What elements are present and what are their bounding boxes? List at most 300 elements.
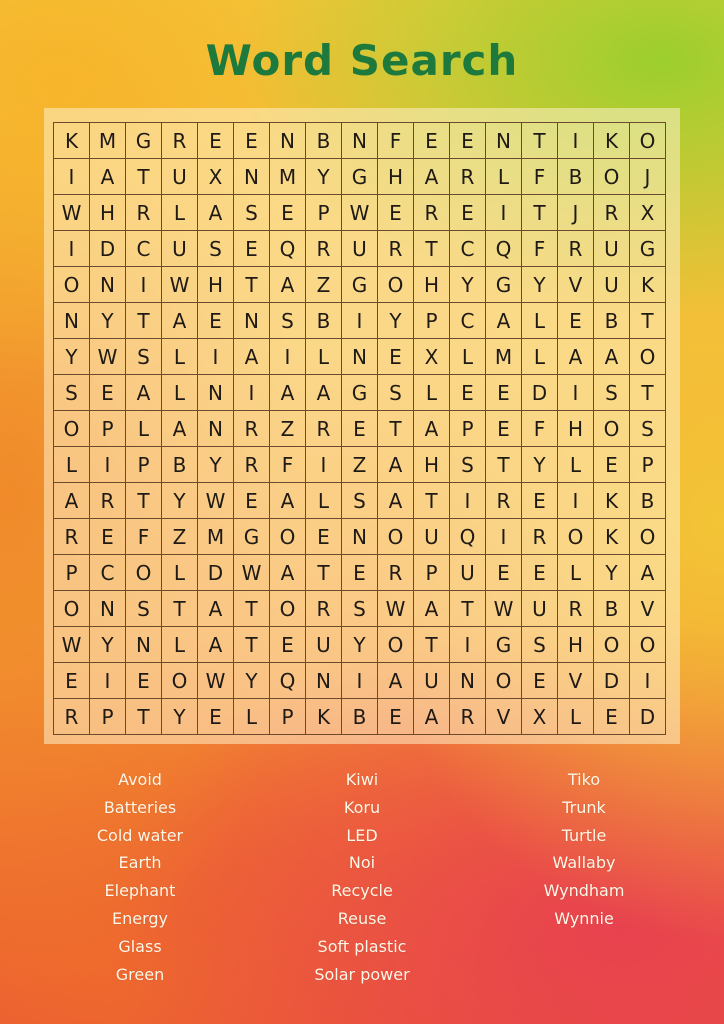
grid-cell[interactable]: S — [126, 591, 162, 627]
grid-cell[interactable]: G — [234, 519, 270, 555]
word-list-item: Noi — [348, 853, 376, 873]
grid-cell[interactable]: N — [342, 123, 378, 159]
grid-cell[interactable]: T — [450, 591, 486, 627]
grid-cell[interactable]: O — [378, 519, 414, 555]
grid-cell[interactable]: E — [522, 663, 558, 699]
grid-cell[interactable]: H — [414, 447, 450, 483]
grid-cell[interactable]: B — [306, 303, 342, 339]
grid-cell[interactable]: R — [450, 159, 486, 195]
grid-cell[interactable]: X — [414, 339, 450, 375]
grid-cell[interactable]: I — [198, 339, 234, 375]
grid-cell[interactable]: R — [594, 195, 630, 231]
grid-cell[interactable]: L — [558, 447, 594, 483]
grid-cell[interactable]: M — [198, 519, 234, 555]
grid-cell[interactable]: F — [522, 411, 558, 447]
grid-cell[interactable]: H — [558, 627, 594, 663]
grid-cell[interactable]: B — [306, 123, 342, 159]
grid-cell[interactable]: O — [630, 339, 666, 375]
word-list-item: Wyndham — [543, 881, 625, 901]
grid-cell[interactable]: L — [522, 339, 558, 375]
grid-cell[interactable]: I — [486, 519, 522, 555]
grid-cell[interactable]: E — [90, 375, 126, 411]
grid-cell[interactable]: N — [450, 663, 486, 699]
grid-cell[interactable]: A — [306, 375, 342, 411]
grid-cell[interactable]: S — [234, 195, 270, 231]
grid-cell[interactable]: R — [522, 519, 558, 555]
grid-cell[interactable]: R — [558, 231, 594, 267]
grid-cell[interactable]: R — [306, 231, 342, 267]
grid-cell[interactable]: B — [594, 591, 630, 627]
grid-cell[interactable]: O — [594, 627, 630, 663]
grid-cell[interactable]: W — [342, 195, 378, 231]
grid-cell[interactable]: E — [234, 123, 270, 159]
grid-cell[interactable]: E — [234, 231, 270, 267]
grid-cell[interactable]: A — [630, 555, 666, 591]
grid-cell[interactable]: E — [378, 339, 414, 375]
grid-cell[interactable]: O — [54, 591, 90, 627]
grid-cell[interactable]: E — [270, 195, 306, 231]
grid-cell[interactable]: I — [558, 483, 594, 519]
grid-cell[interactable]: E — [198, 123, 234, 159]
grid-cell[interactable]: S — [630, 411, 666, 447]
grid-cell[interactable]: R — [558, 591, 594, 627]
grid-cell[interactable]: T — [234, 267, 270, 303]
grid-cell[interactable]: N — [234, 303, 270, 339]
grid-cell[interactable]: U — [594, 231, 630, 267]
grid-cell[interactable]: P — [54, 555, 90, 591]
grid-cell[interactable]: H — [558, 411, 594, 447]
grid-cell[interactable]: A — [54, 483, 90, 519]
grid-cell[interactable]: W — [162, 267, 198, 303]
grid-cell[interactable]: T — [414, 627, 450, 663]
grid-cell[interactable]: F — [522, 231, 558, 267]
grid-cell[interactable]: S — [198, 231, 234, 267]
grid-cell[interactable]: M — [486, 339, 522, 375]
grid-cell[interactable]: P — [414, 303, 450, 339]
grid-cell[interactable]: S — [378, 375, 414, 411]
grid-cell[interactable]: T — [306, 555, 342, 591]
grid-cell[interactable]: R — [162, 123, 198, 159]
grid-cell[interactable]: L — [54, 447, 90, 483]
grid-cell[interactable]: A — [270, 483, 306, 519]
grid-cell[interactable]: L — [234, 699, 270, 735]
grid-cell[interactable]: N — [342, 519, 378, 555]
grid-cell[interactable]: P — [90, 411, 126, 447]
grid-cell[interactable]: C — [126, 231, 162, 267]
grid-cell[interactable]: X — [198, 159, 234, 195]
grid-cell[interactable]: Y — [90, 303, 126, 339]
grid-cell[interactable]: G — [342, 267, 378, 303]
grid-cell[interactable]: Z — [342, 447, 378, 483]
grid-cell[interactable]: T — [414, 231, 450, 267]
grid-cell[interactable]: N — [90, 267, 126, 303]
grid-cell[interactable]: P — [414, 555, 450, 591]
grid-cell[interactable]: K — [54, 123, 90, 159]
grid-cell[interactable]: A — [270, 267, 306, 303]
grid-cell[interactable]: P — [126, 447, 162, 483]
grid-cell[interactable]: E — [342, 411, 378, 447]
grid-cell[interactable]: N — [198, 375, 234, 411]
grid-cell[interactable]: R — [54, 699, 90, 735]
grid-cell[interactable]: H — [198, 267, 234, 303]
grid-cell[interactable]: A — [558, 339, 594, 375]
grid-cell[interactable]: E — [486, 375, 522, 411]
grid-cell[interactable]: O — [630, 627, 666, 663]
grid-cell[interactable]: N — [342, 339, 378, 375]
grid-cell[interactable]: N — [126, 627, 162, 663]
grid-cell[interactable]: U — [162, 231, 198, 267]
grid-cell[interactable]: T — [486, 447, 522, 483]
grid-cell[interactable]: A — [270, 375, 306, 411]
grid-cell[interactable]: I — [342, 303, 378, 339]
word-list-item: Reuse — [337, 908, 387, 928]
grid-cell[interactable]: A — [198, 195, 234, 231]
grid-cell[interactable]: R — [378, 231, 414, 267]
grid-cell[interactable]: R — [234, 447, 270, 483]
grid-cell[interactable]: R — [450, 699, 486, 735]
grid-cell[interactable]: U — [522, 591, 558, 627]
grid-cell[interactable]: O — [270, 519, 306, 555]
grid-cell[interactable]: K — [630, 267, 666, 303]
grid-cell[interactable]: E — [198, 303, 234, 339]
grid-cell[interactable]: R — [486, 483, 522, 519]
grid-cell[interactable]: S — [450, 447, 486, 483]
grid-cell[interactable]: I — [126, 267, 162, 303]
grid-cell[interactable]: Z — [270, 411, 306, 447]
grid-cell[interactable]: M — [270, 159, 306, 195]
grid-cell[interactable]: O — [126, 555, 162, 591]
grid-cell[interactable]: A — [126, 375, 162, 411]
grid-cell[interactable]: Q — [486, 231, 522, 267]
grid-cell[interactable]: E — [558, 303, 594, 339]
grid-cell[interactable]: I — [558, 123, 594, 159]
grid-cell[interactable]: Y — [90, 627, 126, 663]
grid-cell[interactable]: M — [90, 123, 126, 159]
grid-cell[interactable]: O — [54, 267, 90, 303]
grid-cell[interactable]: F — [126, 519, 162, 555]
grid-cell[interactable]: O — [54, 411, 90, 447]
grid-cell[interactable]: U — [342, 231, 378, 267]
grid-cell[interactable]: I — [234, 375, 270, 411]
grid-cell[interactable]: K — [594, 519, 630, 555]
grid-cell[interactable]: L — [522, 303, 558, 339]
grid-cell[interactable]: B — [558, 159, 594, 195]
grid-cell[interactable]: Y — [198, 447, 234, 483]
grid-cell[interactable]: P — [90, 699, 126, 735]
grid-cell[interactable]: E — [450, 123, 486, 159]
grid-cell[interactable]: L — [162, 195, 198, 231]
grid-cell[interactable]: G — [486, 267, 522, 303]
grid-cell[interactable]: D — [594, 663, 630, 699]
grid-cell[interactable]: U — [162, 159, 198, 195]
grid-cell[interactable]: X — [522, 699, 558, 735]
grid-cell[interactable]: T — [126, 303, 162, 339]
grid-cell[interactable]: Y — [342, 627, 378, 663]
grid-cell[interactable]: L — [162, 555, 198, 591]
grid-cell[interactable]: L — [306, 483, 342, 519]
grid-cell[interactable]: T — [378, 411, 414, 447]
grid-cell[interactable]: I — [486, 195, 522, 231]
grid-cell[interactable]: W — [198, 663, 234, 699]
grid-cell[interactable]: Y — [594, 555, 630, 591]
word-list-item: Batteries — [103, 797, 177, 817]
grid-cell[interactable]: A — [378, 447, 414, 483]
grid-cell[interactable]: A — [414, 159, 450, 195]
grid-cell[interactable]: N — [270, 123, 306, 159]
grid-cell[interactable]: P — [270, 699, 306, 735]
grid-cell[interactable]: D — [198, 555, 234, 591]
grid-cell[interactable]: W — [378, 591, 414, 627]
grid-cell[interactable]: I — [306, 447, 342, 483]
grid-cell[interactable]: L — [126, 411, 162, 447]
grid-cell[interactable]: E — [90, 519, 126, 555]
grid-cell[interactable]: I — [54, 159, 90, 195]
grid-cell[interactable]: W — [234, 555, 270, 591]
grid-cell[interactable]: J — [630, 159, 666, 195]
grid-cell[interactable]: G — [486, 627, 522, 663]
grid-cell[interactable]: W — [90, 339, 126, 375]
grid-cell[interactable]: U — [414, 663, 450, 699]
grid-cell[interactable]: U — [450, 555, 486, 591]
grid-cell[interactable]: R — [306, 591, 342, 627]
grid-cell[interactable]: N — [234, 159, 270, 195]
grid-cell[interactable]: V — [630, 591, 666, 627]
grid-cell[interactable]: A — [378, 483, 414, 519]
grid-cell[interactable]: Q — [450, 519, 486, 555]
grid-cell[interactable]: H — [414, 267, 450, 303]
grid-cell[interactable]: T — [630, 303, 666, 339]
grid-cell[interactable]: Y — [54, 339, 90, 375]
word-list-item: Recycle — [331, 881, 393, 901]
grid-cell[interactable]: I — [90, 447, 126, 483]
grid-cell[interactable]: Y — [234, 663, 270, 699]
grid-cell[interactable]: T — [162, 591, 198, 627]
word-search-board — [44, 108, 680, 744]
grid-cell[interactable]: V — [558, 663, 594, 699]
grid-cell[interactable]: E — [486, 411, 522, 447]
grid-cell[interactable]: I — [54, 231, 90, 267]
grid-cell[interactable]: C — [450, 231, 486, 267]
grid-cell[interactable]: A — [198, 591, 234, 627]
grid-cell[interactable]: S — [342, 591, 378, 627]
grid-cell[interactable]: E — [270, 627, 306, 663]
grid-cell[interactable]: D — [522, 375, 558, 411]
grid-cell[interactable]: H — [378, 159, 414, 195]
grid-cell[interactable]: N — [198, 411, 234, 447]
grid-cell[interactable]: W — [486, 591, 522, 627]
grid-cell[interactable]: E — [378, 195, 414, 231]
grid-cell[interactable]: P — [306, 195, 342, 231]
grid-cell[interactable]: K — [594, 123, 630, 159]
grid-cell[interactable]: L — [486, 159, 522, 195]
word-list-item: Green — [115, 964, 165, 984]
grid-cell[interactable]: B — [162, 447, 198, 483]
grid-cell[interactable]: U — [414, 519, 450, 555]
grid-cell[interactable]: W — [54, 627, 90, 663]
grid-cell[interactable]: E — [594, 447, 630, 483]
grid-cell[interactable]: Q — [270, 231, 306, 267]
grid-cell[interactable]: O — [630, 123, 666, 159]
grid-cell[interactable]: R — [414, 195, 450, 231]
word-list-item: Wynnie — [554, 908, 614, 928]
grid-cell[interactable]: G — [342, 159, 378, 195]
grid-cell[interactable]: E — [522, 483, 558, 519]
grid-cell[interactable]: L — [162, 627, 198, 663]
grid-cell[interactable]: A — [90, 159, 126, 195]
grid-cell[interactable]: C — [450, 303, 486, 339]
grid-cell[interactable]: F — [378, 123, 414, 159]
grid-cell[interactable]: B — [342, 699, 378, 735]
grid-cell[interactable]: T — [522, 195, 558, 231]
grid-cell[interactable]: Y — [522, 267, 558, 303]
grid-cell[interactable]: C — [90, 555, 126, 591]
grid-cell[interactable]: K — [306, 699, 342, 735]
grid-cell[interactable]: N — [90, 591, 126, 627]
grid-cell[interactable]: E — [126, 663, 162, 699]
grid-cell[interactable]: A — [234, 339, 270, 375]
grid-cell[interactable]: T — [630, 375, 666, 411]
grid-cell[interactable]: G — [126, 123, 162, 159]
grid-cell[interactable]: T — [414, 483, 450, 519]
grid-cell[interactable]: R — [90, 483, 126, 519]
grid-cell[interactable]: V — [486, 699, 522, 735]
grid-cell[interactable]: T — [126, 699, 162, 735]
grid-cell[interactable]: E — [486, 555, 522, 591]
grid-cell[interactable]: Y — [378, 303, 414, 339]
grid-cell[interactable]: G — [630, 231, 666, 267]
grid-cell[interactable]: U — [594, 267, 630, 303]
grid-cell[interactable]: A — [270, 555, 306, 591]
grid-cell[interactable]: L — [414, 375, 450, 411]
grid-cell[interactable]: A — [162, 303, 198, 339]
grid-cell[interactable]: R — [378, 555, 414, 591]
grid-cell[interactable]: O — [378, 267, 414, 303]
word-list-column-1 — [40, 766, 240, 988]
grid-cell[interactable]: S — [270, 303, 306, 339]
grid-cell[interactable]: S — [594, 375, 630, 411]
grid-cell[interactable]: D — [90, 231, 126, 267]
grid-cell[interactable]: V — [558, 267, 594, 303]
grid-cell[interactable]: I — [558, 375, 594, 411]
grid-cell[interactable]: E — [594, 699, 630, 735]
grid-cell[interactable]: D — [630, 699, 666, 735]
grid-cell[interactable]: Y — [522, 447, 558, 483]
grid-cell[interactable]: O — [378, 627, 414, 663]
grid-cell[interactable]: L — [450, 339, 486, 375]
grid-cell[interactable]: O — [162, 663, 198, 699]
grid-cell[interactable]: I — [630, 663, 666, 699]
grid-cell[interactable]: E — [342, 555, 378, 591]
grid-cell[interactable]: A — [378, 663, 414, 699]
grid-cell[interactable]: O — [270, 591, 306, 627]
grid-cell[interactable]: R — [234, 411, 270, 447]
grid-cell[interactable]: Y — [162, 483, 198, 519]
grid-cell[interactable]: I — [450, 483, 486, 519]
grid-cell[interactable]: I — [450, 627, 486, 663]
grid-cell[interactable]: N — [486, 123, 522, 159]
grid-cell[interactable]: N — [54, 303, 90, 339]
grid-cell[interactable]: E — [450, 375, 486, 411]
grid-cell[interactable]: Y — [450, 267, 486, 303]
grid-cell[interactable]: O — [558, 519, 594, 555]
grid-cell[interactable]: O — [630, 519, 666, 555]
grid-cell[interactable]: L — [162, 375, 198, 411]
grid-cell[interactable]: A — [594, 339, 630, 375]
grid-cell[interactable]: H — [90, 195, 126, 231]
grid-cell[interactable]: F — [522, 159, 558, 195]
grid-cell[interactable]: E — [198, 699, 234, 735]
grid-cell[interactable]: E — [450, 195, 486, 231]
grid-cell[interactable]: Z — [306, 267, 342, 303]
grid-cell[interactable]: L — [162, 339, 198, 375]
word-list-item: Solar power — [314, 964, 410, 984]
grid-cell[interactable]: B — [594, 303, 630, 339]
grid-cell[interactable]: Q — [270, 663, 306, 699]
grid-cell[interactable]: X — [630, 195, 666, 231]
grid-cell[interactable]: I — [342, 663, 378, 699]
grid-cell[interactable]: T — [234, 591, 270, 627]
grid-cell[interactable]: B — [630, 483, 666, 519]
grid-cell[interactable]: U — [306, 627, 342, 663]
grid-cell[interactable]: F — [270, 447, 306, 483]
grid-cell[interactable]: Y — [162, 699, 198, 735]
grid-cell[interactable]: E — [306, 519, 342, 555]
grid-cell[interactable]: L — [558, 699, 594, 735]
word-list-item: Wallaby — [552, 853, 616, 873]
grid-cell[interactable]: Z — [162, 519, 198, 555]
grid-cell[interactable]: L — [558, 555, 594, 591]
grid-cell[interactable]: T — [522, 123, 558, 159]
grid-cell[interactable]: S — [126, 339, 162, 375]
grid-cell[interactable]: A — [162, 411, 198, 447]
grid-cell[interactable]: E — [54, 663, 90, 699]
grid-cell[interactable]: O — [486, 663, 522, 699]
grid-cell[interactable]: A — [414, 411, 450, 447]
grid-cell[interactable]: R — [306, 411, 342, 447]
grid-cell[interactable]: J — [558, 195, 594, 231]
grid-cell[interactable]: K — [594, 483, 630, 519]
grid-cell[interactable]: R — [126, 195, 162, 231]
grid-cell[interactable]: E — [234, 483, 270, 519]
grid-cell[interactable]: P — [630, 447, 666, 483]
grid-cell[interactable]: P — [450, 411, 486, 447]
grid-cell[interactable]: E — [378, 699, 414, 735]
grid-cell[interactable]: I — [270, 339, 306, 375]
grid-cell[interactable]: A — [198, 627, 234, 663]
grid-cell[interactable]: O — [594, 411, 630, 447]
grid-cell[interactable]: W — [198, 483, 234, 519]
grid-cell[interactable]: A — [414, 699, 450, 735]
grid-cell[interactable]: A — [486, 303, 522, 339]
grid-cell[interactable]: I — [90, 663, 126, 699]
grid-cell[interactable]: T — [126, 483, 162, 519]
grid-cell[interactable]: R — [54, 519, 90, 555]
grid-cell[interactable]: S — [54, 375, 90, 411]
grid-cell[interactable]: Y — [306, 159, 342, 195]
grid-cell[interactable]: S — [342, 483, 378, 519]
grid-cell[interactable]: L — [306, 339, 342, 375]
grid-cell[interactable]: E — [414, 123, 450, 159]
grid-cell[interactable]: S — [522, 627, 558, 663]
grid-cell[interactable]: A — [414, 591, 450, 627]
grid-cell[interactable]: W — [54, 195, 90, 231]
grid-cell[interactable]: E — [522, 555, 558, 591]
grid-cell[interactable]: N — [306, 663, 342, 699]
grid-cell[interactable]: T — [126, 159, 162, 195]
grid-cell[interactable]: G — [342, 375, 378, 411]
grid-cell[interactable]: T — [234, 627, 270, 663]
grid-cell[interactable]: O — [594, 159, 630, 195]
